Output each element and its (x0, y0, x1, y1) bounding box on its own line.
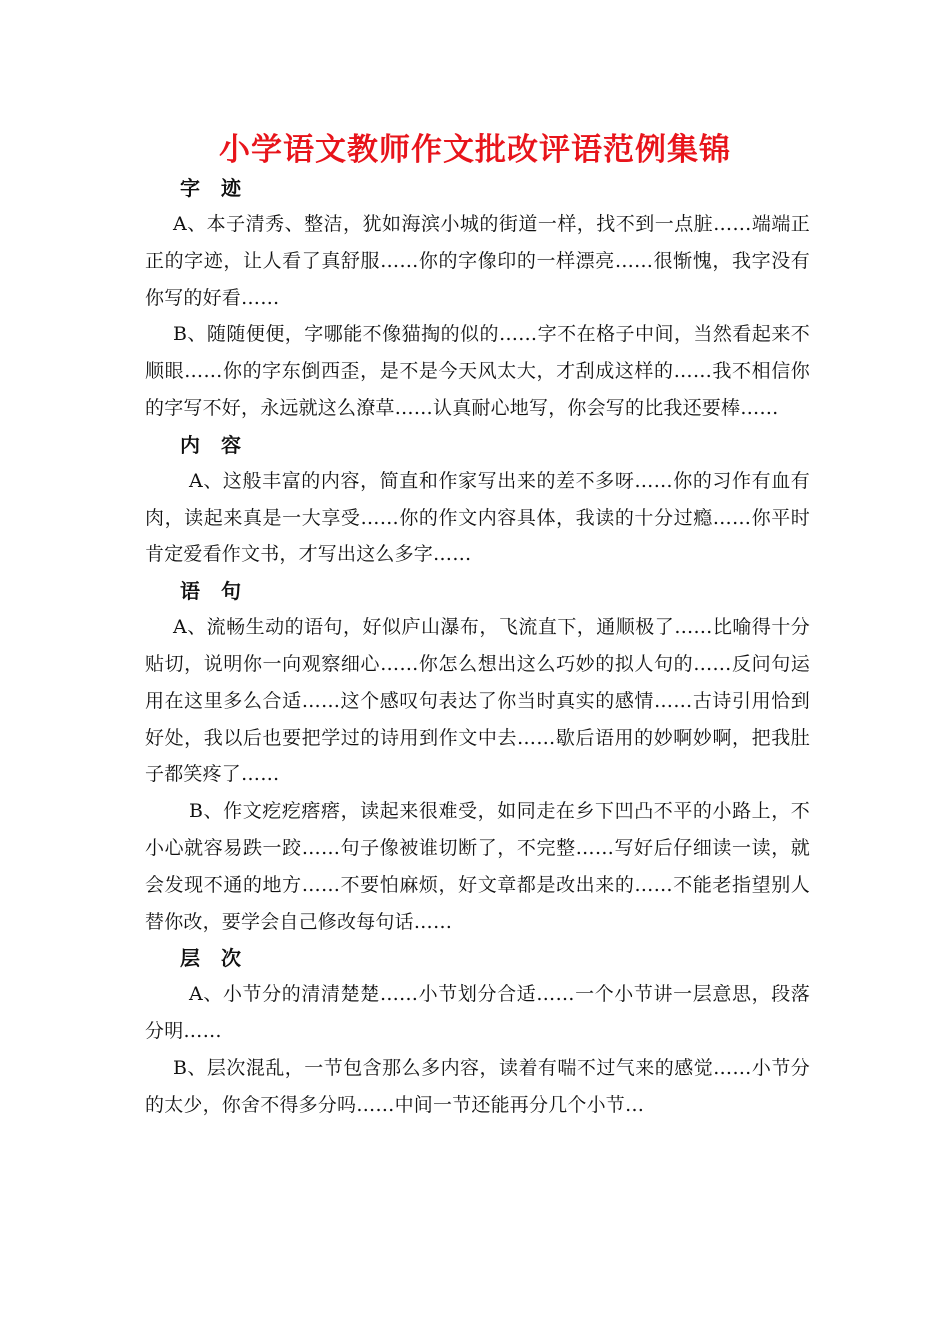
paragraph: B、层次混乱，一节包含那么多内容，读着有喘不过气来的感觉……小节分的太少，你舍不得多分吗……中间一节还能再分几个小节… (145, 1056, 810, 1116)
section-heading: 字 迹 (180, 176, 248, 200)
section-heading: 语 句 (180, 579, 248, 604)
page-title: 小学语文教师作文批改评语范例集锦 (219, 132, 731, 168)
section-heading: 层 次 (180, 946, 248, 971)
section-sentences (145, 573, 810, 940)
section-heading: 内 容 (180, 432, 248, 457)
paragraph: B、作文疙疙瘩瘩，读起来很难受，如同走在乡下凹凸不平的小路上，不小心就容易跌一跤……句子像被谁切断了，不完整……写好后仔细读一读，就会发现不通的地方……不要怕麻烦，好文章都是改出来的……不能老指望别人替你改，要学会自己修改每句话…… (145, 800, 810, 933)
paragraph: A、这般丰富的内容，简直和作家写出来的差不多呀……你的习作有血有肉，读起来真是一大享受……你的作文内容具体，我读的十分过瘾……你平时肯定爱看作文书，才写出这么多字…… (145, 469, 810, 566)
section-handwriting (145, 170, 810, 427)
section-content (145, 427, 810, 573)
paragraph: A、流畅生动的语句，好似庐山瀑布，飞流直下，通顺极了……比喻得十分贴切，说明你一向观察细心……你怎么想出这么巧妙的拟人句的……反问句运用在这里多么合适……这个感叹句表达了你当时真实的感情……古诗引用恰到好处，我以后也要把学过的诗用到作文中去……歇后语用的妙啊妙啊，把我肚子都笑疼了…… (145, 616, 810, 786)
paragraph: A、本子清秀、整洁，犹如海滨小城的街道一样，找不到一点脏……端端正正的字迹，让人看了真舒服……你的字像印的一样漂亮……很惭愧，我字没有你写的好看…… (145, 213, 810, 309)
paragraph: A、小节分的清清楚楚……小节划分合适……一个小节讲一层意思，段落分明…… (145, 983, 810, 1043)
section-structure (145, 940, 810, 1123)
paragraph: B、随随便便，字哪能不像猫掏的似的……字不在格子中间，当然看起来不顺眼……你的字东倒西歪，是不是今天风太大，才刮成这样的……我不相信你的字写不好，永远就这么潦草……认真耐心地写，你会写的比我还要棒…… (145, 323, 810, 419)
document-body (145, 170, 810, 1124)
